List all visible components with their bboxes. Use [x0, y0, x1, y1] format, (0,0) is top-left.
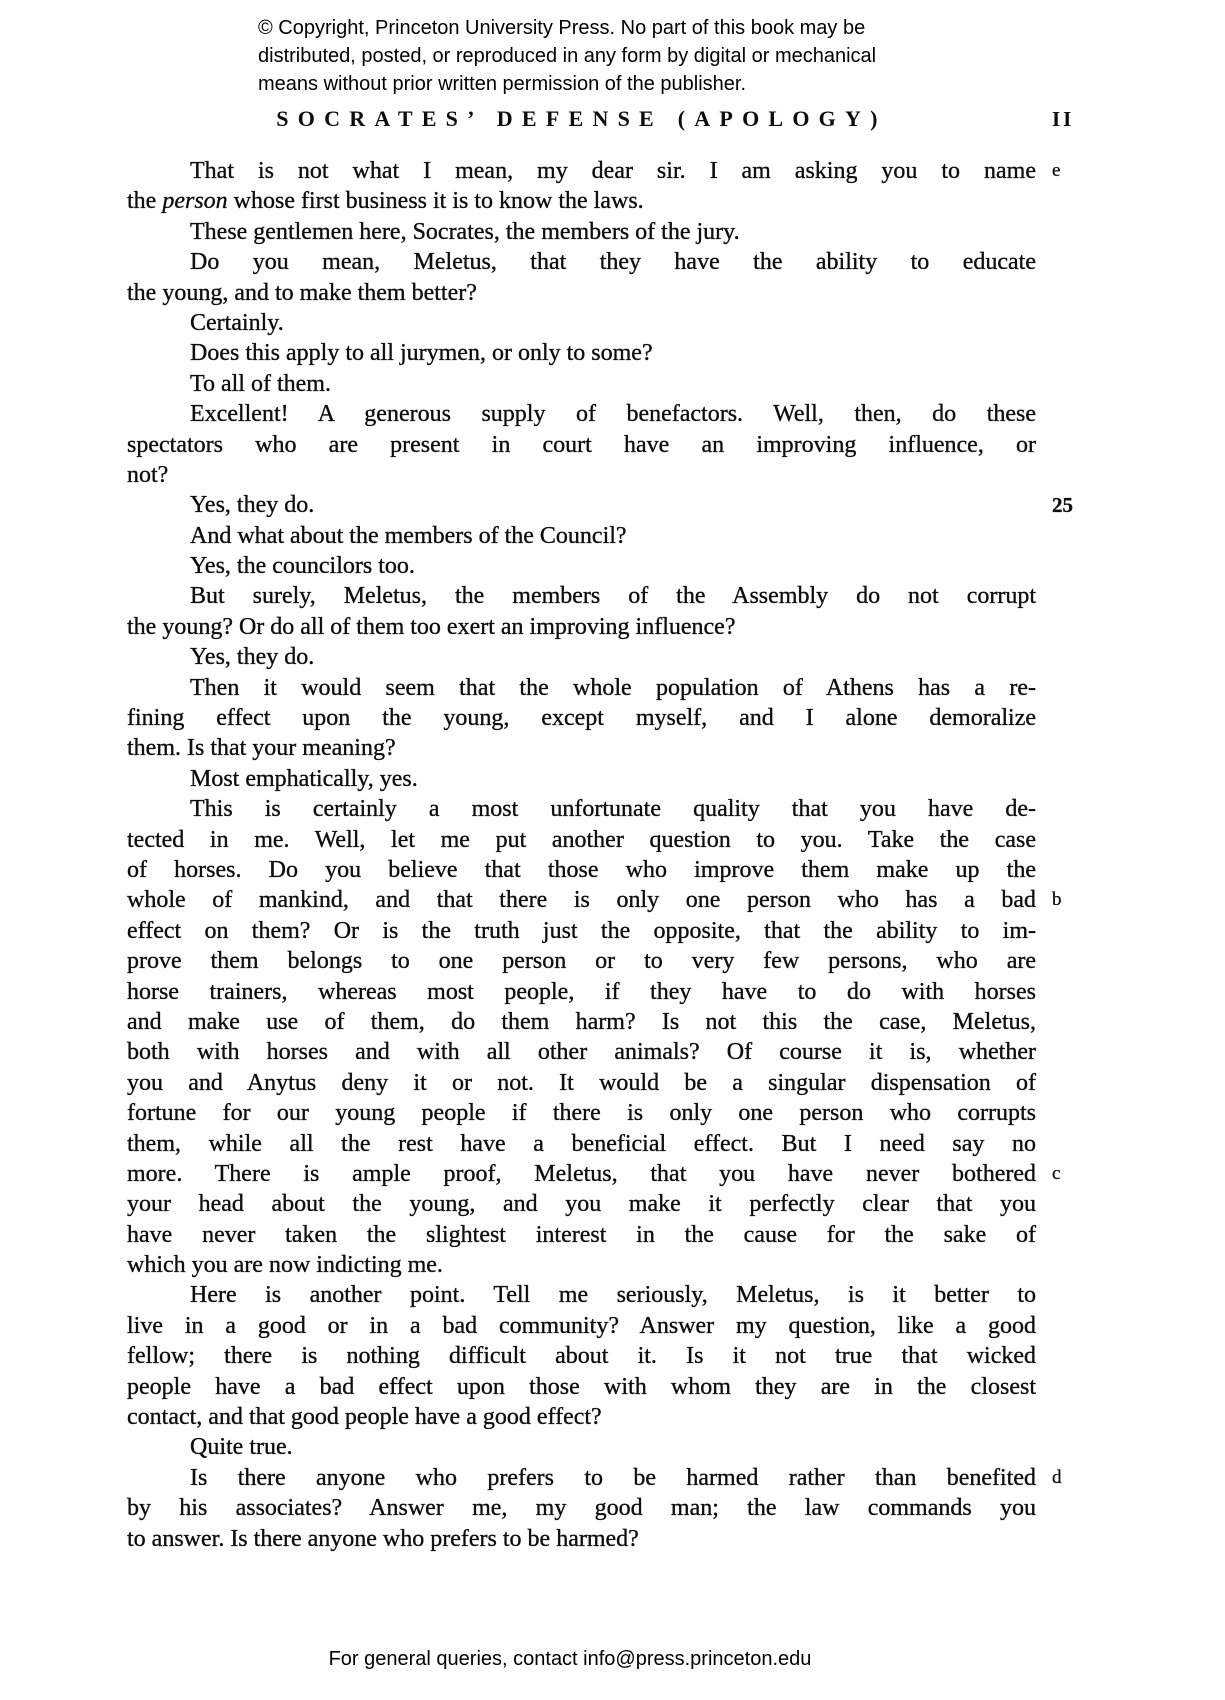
text-line: Yes, they do. 25 [127, 490, 1036, 520]
text-line: them. Is that your meaning? [127, 735, 396, 762]
body-text [127, 156, 1073, 1554]
text-line: people have a bad effect upon those with whom they are in the closest [127, 1373, 1036, 1400]
stephanus-letter-d: d [1052, 1466, 1062, 1488]
text-line: Is there anyone who prefers to be harmed rather than benefited d [127, 1463, 1036, 1493]
stephanus-letter-b: b [1052, 889, 1062, 911]
text-line: Does this apply to all jurymen, or only to some? [190, 340, 653, 367]
text-line: Excellent! A generous supply of benefactors. Well, then, do these [190, 401, 1036, 428]
text-line: Yes, they do. [190, 644, 315, 671]
text-line: by his associates? Answer me, my good man; the law commands you [127, 1495, 1036, 1522]
text-line: prove them belongs to one person or to very few persons, who are [127, 948, 1036, 975]
text-line: live in a good or in a bad community? Answer my question, like a good [127, 1312, 1036, 1339]
text-line: more. There is ample proof, Meletus, that you have never bothered c [127, 1159, 1036, 1189]
text-line: fortune for our young people if there is only one person who corrupts [127, 1100, 1036, 1127]
copyright-line: means without prior written permission of the publisher. [258, 73, 747, 95]
copyright-line: © Copyright, Princeton University Press. No part of this book may be [258, 17, 866, 39]
text-line: contact, and that good people have a good effect? [127, 1404, 602, 1431]
text-line: Then it would seem that the whole population of Athens has a re- [190, 674, 1036, 701]
text-line: your head about the young, and you make it perfectly clear that you [127, 1191, 1036, 1218]
text-line: Certainly. [190, 309, 284, 336]
running-head [127, 106, 1075, 136]
text-line: Most emphatically, yes. [190, 765, 418, 792]
text-line: Quite true. [190, 1434, 293, 1461]
stephanus-page-number: 25 [1052, 493, 1073, 518]
text-line: the young? Or do all of them too exert an improving influence? [127, 613, 736, 640]
text-line: horse trainers, whereas most people, if they have to do with horses [127, 978, 1036, 1005]
text-line: effect on them? Or is the truth just the opposite, that the ability to im- [127, 917, 1036, 944]
text-line: you and Anytus deny it or not. It would be a singular dispensation of [127, 1069, 1036, 1096]
text-line: both with horses and with all other animals? Of course it is, whether [127, 1039, 1036, 1066]
italic-word: person [162, 188, 228, 215]
text-line: Here is another point. Tell me seriously, Meletus, is it better to [190, 1282, 1036, 1309]
text-line: have never taken the slightest interest in the cause for the sake of [127, 1221, 1036, 1248]
text-line: But surely, Meletus, the members of the Assembly do not corrupt [190, 583, 1036, 610]
text-line: the person whose first business it is to know the laws. [127, 188, 644, 215]
text-line: tected in me. Well, let me put another question to you. Take the case [127, 826, 1036, 853]
text-line: of horses. Do you believe that those who improve them make up the [127, 856, 1036, 883]
stephanus-letter-c: c [1052, 1162, 1061, 1184]
stephanus-letter-e: e [1052, 160, 1061, 181]
text-line: And what about the members of the Council? [190, 522, 627, 549]
text-line: whole of mankind, and that there is only one person who has a bad b [127, 885, 1036, 915]
stephanus-page-numeral: II [1052, 107, 1075, 131]
text-line: to answer. Is there anyone who prefers to be harmed? [127, 1525, 639, 1552]
text-line: which you are now indicting me. [127, 1252, 443, 1279]
text-line: These gentlemen here, Socrates, the members of the jury. [190, 218, 740, 245]
text-line: them, while all the rest have a beneficial effect. But I need say no [127, 1130, 1036, 1157]
text-line: fining effect upon the young, except myself, and I alone demoralize [127, 705, 1036, 732]
text-line: fellow; there is nothing difficult about it. Is it not true that wicked [127, 1343, 1036, 1370]
text-line: Yes, the councilors too. [190, 553, 415, 580]
text-line: spectators who are present in court have an improving influence, or [127, 431, 1036, 458]
text-line: To all of them. [190, 370, 331, 397]
copyright-notice [258, 14, 876, 98]
copyright-line: distributed, posted, or reproduced in any form by digital or mechanical [258, 45, 877, 67]
text-line: not? [127, 461, 169, 488]
page-footer: For general queries, contact info@press.princeton.edu [328, 1648, 812, 1670]
text-line: This is certainly a most unfortunate quality that you have de- [190, 796, 1036, 823]
running-head-title: SOCRATES’ DEFENSE (APOLOGY) [276, 106, 887, 131]
text-line: and make use of them, do them harm? Is not this the case, Meletus, [127, 1008, 1036, 1035]
text-line: the young, and to make them better? [127, 279, 477, 306]
text-line: Do you mean, Meletus, that they have the ability to educate [190, 249, 1036, 276]
text-line: That is not what I mean, my dear sir. I am asking you to name e [127, 156, 1036, 186]
